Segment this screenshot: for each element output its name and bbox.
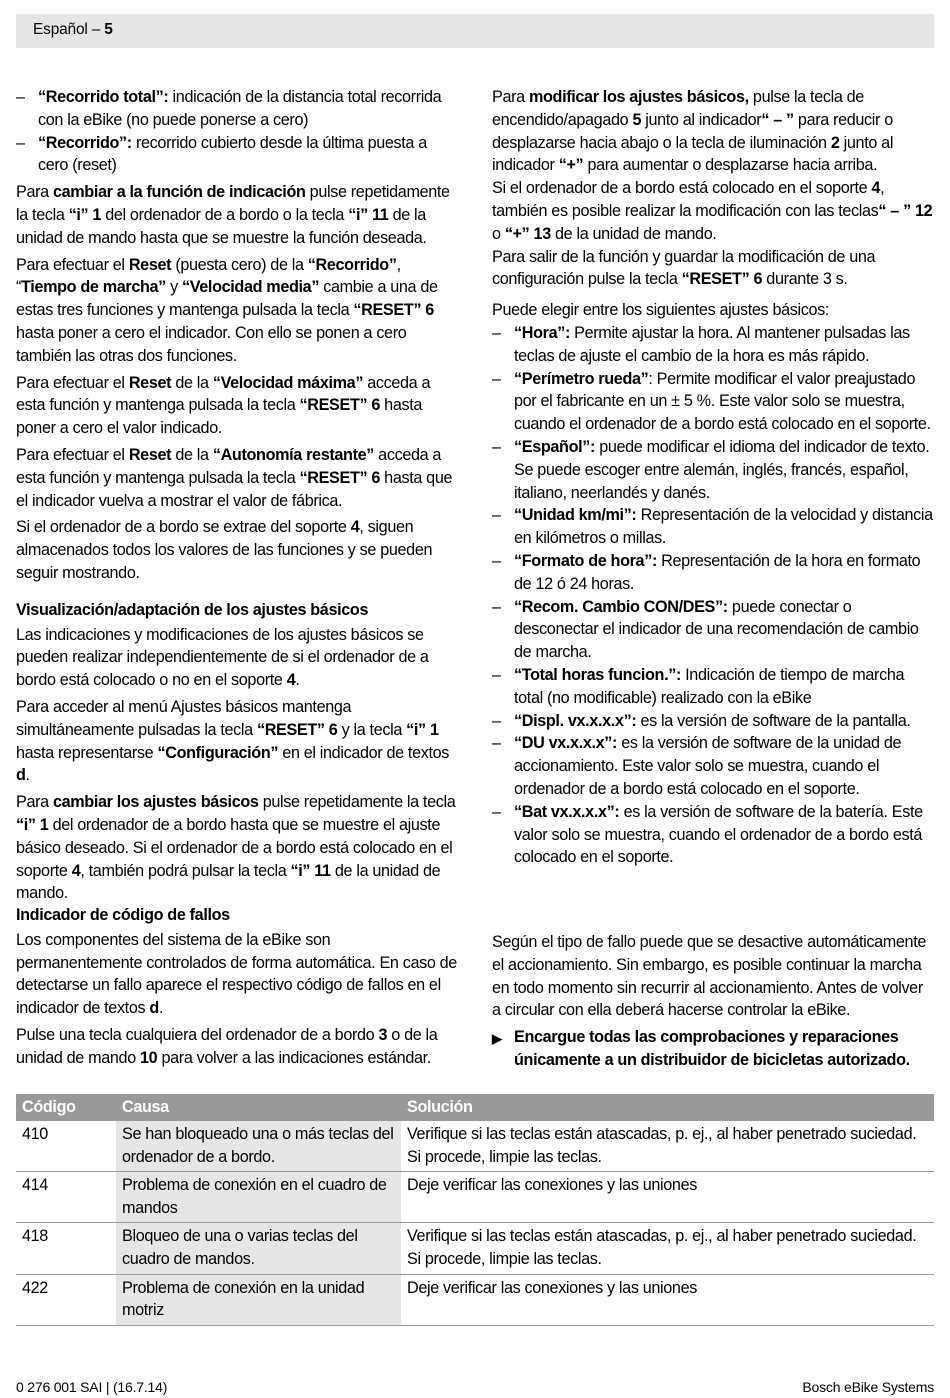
setting-description: es la versión de software de la pantalla. (636, 711, 911, 730)
setting-description: Representación de la velocidad y distancia en kilómetros o millas. (514, 506, 933, 548)
setting-description: Indicación de tiempo de marcha total (no modificable) realizado con la eBike (514, 665, 905, 707)
settings-list-item: – “Displ. vx.x.x.x”: es la versión de software de la pantalla. (492, 711, 911, 730)
table-row (16, 1274, 934, 1325)
paragraph: Para efectuar el Reset de la “Autonomía restante” acceda a esta función y mantenga pulsada la tecla “RESET” 6 hasta que el indicador vuelva a mostrar el valor de fábrica. (16, 445, 453, 510)
setting-description: es la versión de software de la batería. Este valor solo se muestra, cuando el ordenador de a bordo está colocado en el soporte. (514, 802, 923, 867)
fault-section-right (492, 931, 934, 1072)
warning-text: Encargue todas las comprobaciones y reparaciones únicamente a un distribuidor de bicicletas autorizado. (514, 1028, 910, 1069)
paragraph: Pulse una tecla cualquiera del ordenador de a bordo 3 o de la unidad de mando 10 para volver a las indicaciones estándar. (16, 1025, 438, 1067)
table-row (16, 1172, 934, 1223)
cell-code: 410 (16, 1121, 116, 1172)
cell-solution: Verifique si las teclas están atascadas, p. ej., al haber penetrado suciedad. Si procede, limpie las teclas. (401, 1223, 934, 1274)
settings-list-item: – “Formato de hora”: Representación de la hora en formato de 12 ó 24 horas. (492, 551, 921, 593)
bullet-label: “Recorrido total”: (38, 88, 169, 106)
right-column (492, 86, 934, 869)
arrow-icon: ▶ (492, 1031, 502, 1047)
paragraph: Para cambiar los ajustes básicos pulse repetidamente la tecla “i” 1 del ordenador de a bordo hasta que se muestre el ajuste básico deseado. Si el ordenador de a bordo está colocado en el soporte 4, también podrá pulsar la tecla “i” 11 de la unidad de mando. (16, 793, 456, 903)
paragraph: Si el ordenador de a bordo se extrae del soporte 4, siguen almacenados todos los valores de las funciones y se pueden seguir mostrando. (16, 518, 433, 582)
paragraph: Para modificar los ajustes básicos, pulse la tecla de encendido/apagado 5 junto al indicador“ – ” para reducir o desplazarse hacia abajo o la tecla de iluminación 2 junto al indicador “+” para aumentar o desplazarse hacia arriba. (492, 88, 894, 175)
setting-description: es la versión de software de la unidad de accionamiento. Este valor solo se muestra, cuando el ordenador de a bordo está colocado en el soporte. (514, 734, 902, 798)
settings-list (492, 322, 934, 869)
bullet-total-distance: – “Recorrido total”: indicación de la distancia total recorrida con la eBike (no puede ponerse a cero) (16, 88, 442, 129)
setting-label: “Unidad km/mi”: (514, 506, 637, 525)
setting-label: “Español”: (514, 437, 596, 456)
header-language: Español (33, 21, 88, 38)
bullet-label: “Recorrido”: (38, 133, 132, 152)
setting-description: Representación de la hora en formato de 12 ó 24 horas. (514, 551, 921, 593)
fault-section-left (16, 904, 458, 1074)
bullet-text: indicación de la distancia total recorrida con la eBike (no puede ponerse a cero) (38, 88, 442, 129)
section-title: Visualización/adaptación de los ajustes básicos (16, 600, 369, 619)
setting-label: “Displ. vx.x.x.x”: (514, 711, 637, 730)
paragraph: Si el ordenador de a bordo está colocado en el soporte 4, también es posible realizar la modificación con las teclas“ – ” 12 o “+” 13 de la unidad de mando. (492, 179, 933, 243)
setting-description: : Permite modificar el valor preajustado por el fabricante en un ± 5 %. Este valor solo se muestra, cuando el ordenador de a bordo está colocado en el soporte. (514, 369, 931, 434)
setting-description: puede conectar o desconectar el indicador de una recomendación de cambio de marcha. (514, 597, 919, 662)
setting-description: Permite ajustar la hora. Al mantener pulsadas las teclas de ajuste el cambio de la hora es más rápido. (514, 323, 910, 365)
paragraph: Los componentes del sistema de la eBike son permanentemente controlados de forma automática. En caso de detectarse un fallo aparece el respectivo código de fallos en el indicador de textos d. (16, 930, 457, 1018)
cell-cause: Problema de conexión en la unidad motriz (116, 1274, 401, 1325)
footer-doc-id: 0 276 001 SAI | (16.7.14) (16, 1379, 168, 1395)
paragraph: Para acceder al menú Ajustes básicos mantenga simultáneamente pulsadas la tecla “RESET” 6 y la tecla “i” 1 hasta representarse “Configuración” en el indicador de textos d. (16, 697, 450, 785)
page-header (16, 14, 934, 48)
error-code-table (16, 1094, 934, 1326)
table-header-row (16, 1094, 934, 1121)
paragraph: Para efectuar el Reset de la “Velocidad máxima” acceda a esta función y mantenga pulsada la tecla “RESET” 6 hasta poner a cero el valor indicado. (16, 373, 431, 438)
setting-label: “Bat vx.x.x.x”: (514, 802, 620, 821)
paragraph: Según el tipo de fallo puede que se desactive automáticamente el accionamiento. Sin embargo, es posible continuar la marcha en todo momento sin recurrir al accionamiento. Antes de volver a circular con ella deberá hacerse controlar la eBike. (492, 933, 927, 1020)
setting-label: “Formato de hora”: (514, 551, 657, 570)
paragraph: Las indicaciones y modificaciones de los ajustes básicos se pueden realizar independientemente de si el ordenador de a bordo está colocado o no en el soporte 4. (16, 625, 429, 690)
settings-list-item: – “Bat vx.x.x.x”: es la versión de software de la batería. Este valor solo se muestra, cuando el ordenador de a bordo está colocado en el soporte. (492, 802, 923, 867)
header-separator: – (87, 21, 105, 38)
cell-code: 422 (16, 1274, 116, 1325)
warning-note (492, 1026, 934, 1072)
cell-solution: Verifique si las teclas están atascadas, p. ej., al haber penetrado suciedad. Si procede, limpie las teclas. (401, 1121, 934, 1172)
settings-list-item: – “Español”: puede modificar el idioma del indicador de texto. Se puede escoger entre alemán, inglés, francés, español, italiano, neerlandés y danés. (492, 437, 930, 502)
section-title: Indicador de código de fallos (16, 906, 230, 924)
header-text (33, 21, 113, 39)
cell-code: 414 (16, 1172, 116, 1223)
table-row (16, 1223, 934, 1274)
paragraph: Para salir de la función y guardar la modificación de una configuración pulse la tecla “RESET” 6 durante 3 s. (492, 247, 876, 289)
paragraph: Puede elegir entre los siguientes ajustes básicos: (492, 301, 830, 320)
setting-label: “Total horas funcion.”: (514, 665, 682, 684)
cell-solution: Deje verificar las conexiones y las uniones (401, 1172, 934, 1223)
bullet-trip: – “Recorrido”: recorrido cubierto desde la última puesta a cero (reset) (16, 133, 427, 175)
setting-label: “Perímetro rueda” (514, 369, 649, 388)
settings-list-item: – “Hora”: Permite ajustar la hora. Al mantener pulsadas las teclas de ajuste el cambio de la hora es más rápido. (492, 323, 910, 365)
page-number: 5 (104, 21, 113, 38)
bullet-text: recorrido cubierto desde la última puesta a cero (reset) (38, 133, 427, 175)
setting-description: puede modificar el idioma del indicador de texto. Se puede escoger entre alemán, inglés, francés, español, italiano, neerlandés y danés. (514, 437, 930, 502)
cell-cause: Se han bloqueado una o más teclas del ordenador de a bordo. (116, 1121, 401, 1172)
cell-solution: Deje verificar las conexiones y las uniones (401, 1274, 934, 1325)
settings-list-item: – “Total horas funcion.”: Indicación de tiempo de marcha total (no modificable) realizado con la eBike (492, 665, 905, 707)
setting-label: “Hora”: (514, 323, 571, 342)
settings-list-item: – “DU vx.x.x.x”: es la versión de software de la unidad de accionamiento. Este valor solo se muestra, cuando el ordenador de a bordo está colocado en el soporte. (492, 734, 902, 798)
header-code: Código (16, 1094, 116, 1121)
footer-brand: Bosch eBike Systems (802, 1379, 934, 1395)
header-solution: Solución (401, 1094, 934, 1121)
setting-label: “DU vx.x.x.x”: (514, 734, 618, 753)
paragraph: Para efectuar el Reset (puesta cero) de la “Recorrido”, “Tiempo de marcha” y “Velocidad media” cambie a una de estas tres funciones y mantenga pulsada la tecla “RESET” 6 hasta poner a cero el indicador. Con ello se ponen a cero también las otras dos funciones. (16, 255, 438, 365)
settings-list-item: – “Perímetro rueda”: Permite modificar el valor preajustado por el fabricante en un ± 5 %. Este valor solo se muestra, cuando el ordenador de a bordo está colocado en el soporte. (492, 369, 931, 434)
header-cause: Causa (116, 1094, 401, 1121)
left-column (16, 86, 458, 909)
paragraph: Para cambiar a la función de indicación pulse repetidamente la tecla “i” 1 del ordenador de a bordo o la tecla “i” 11 de la unidad de mando hasta que se muestre la función deseada. (16, 183, 450, 247)
cell-code: 418 (16, 1223, 116, 1274)
settings-list-item: – “Recom. Cambio CON/DES”: puede conectar o desconectar el indicador de una recomendación de cambio de marcha. (492, 597, 919, 662)
cell-cause: Bloqueo de una o varias teclas del cuadro de mandos. (116, 1223, 401, 1274)
table-row (16, 1121, 934, 1172)
setting-label: “Recom. Cambio CON/DES”: (514, 597, 728, 616)
settings-list-item: – “Unidad km/mi”: Representación de la velocidad y distancia en kilómetros o millas. (492, 506, 933, 548)
cell-cause: Problema de conexión en el cuadro de mandos (116, 1172, 401, 1223)
